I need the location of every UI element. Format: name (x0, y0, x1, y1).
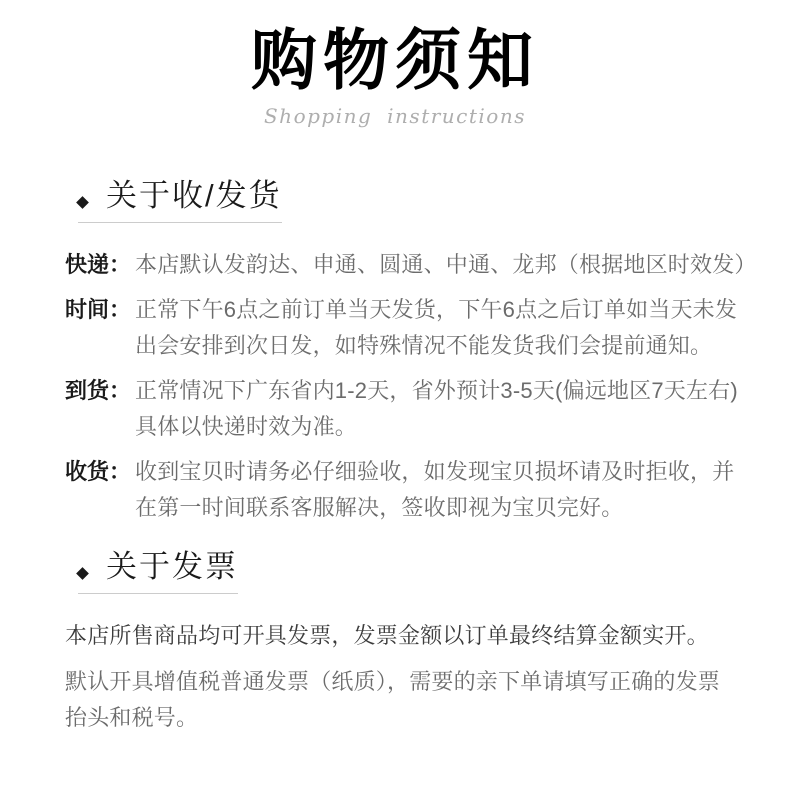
page-subtitle: Shopping instructions (263, 104, 526, 128)
row-content-time (135, 292, 737, 364)
row-text-line: 具体以快递时效为准。 (135, 414, 358, 439)
row-text-line: 本店默认发韵达、申通、圆通、中通、龙邦（根据地区时效发） (135, 252, 757, 277)
row-text-line: 正常下午6点之前订单当天发货，下午6点之后订单如当天未发 (135, 297, 738, 322)
section-title-invoice: 关于发票 (106, 549, 238, 584)
row-text-line: 收到宝贝时请务必仔细验收，如发现宝贝损坏请及时拒收，并 (135, 459, 735, 484)
shipping-row-express (65, 247, 790, 283)
invoice-body (65, 618, 790, 736)
shipping-row-time (65, 292, 790, 364)
section-title-shipping: 关于收/发货 (106, 178, 282, 213)
row-content-express (135, 247, 757, 283)
row-label-express: 快递： (65, 252, 132, 277)
diamond-bullet-icon (76, 567, 89, 580)
row-label-time: 时间： (65, 297, 132, 322)
diamond-bullet-icon (76, 196, 89, 209)
shipping-rows (65, 247, 790, 526)
paragraph-text-line: 默认开具增值税普通发票（纸质），需要的亲下单请填写正确的发票 (65, 669, 721, 694)
section-heading-invoice (78, 547, 238, 594)
paragraph-text-line: 本店所售商品均可开具发票，发票金额以订单最终结算金额实开。 (65, 623, 709, 648)
row-label-arrival: 到货： (65, 378, 132, 403)
page-title: 购物须知 (251, 23, 539, 97)
row-text-line: 正常情况下广东省内1-2天，省外预计3-5天(偏远地区7天左右) (135, 378, 738, 403)
row-content-receipt (135, 454, 734, 526)
row-label-receipt: 收货： (65, 459, 132, 484)
row-text-line: 出会安排到次日发，如特殊情况不能发货我们会提前通知。 (135, 333, 713, 358)
row-content-arrival (135, 373, 738, 445)
shipping-row-arrival (65, 373, 790, 445)
shipping-row-receipt (65, 454, 790, 526)
invoice-paragraph-type (65, 664, 790, 736)
row-text-line: 在第一时间联系客服解决，签收即视为宝贝完好。 (135, 495, 624, 520)
paragraph-text-line: 抬头和税号。 (65, 705, 199, 730)
section-heading-shipping (78, 176, 282, 223)
invoice-paragraph-amount (65, 618, 790, 654)
